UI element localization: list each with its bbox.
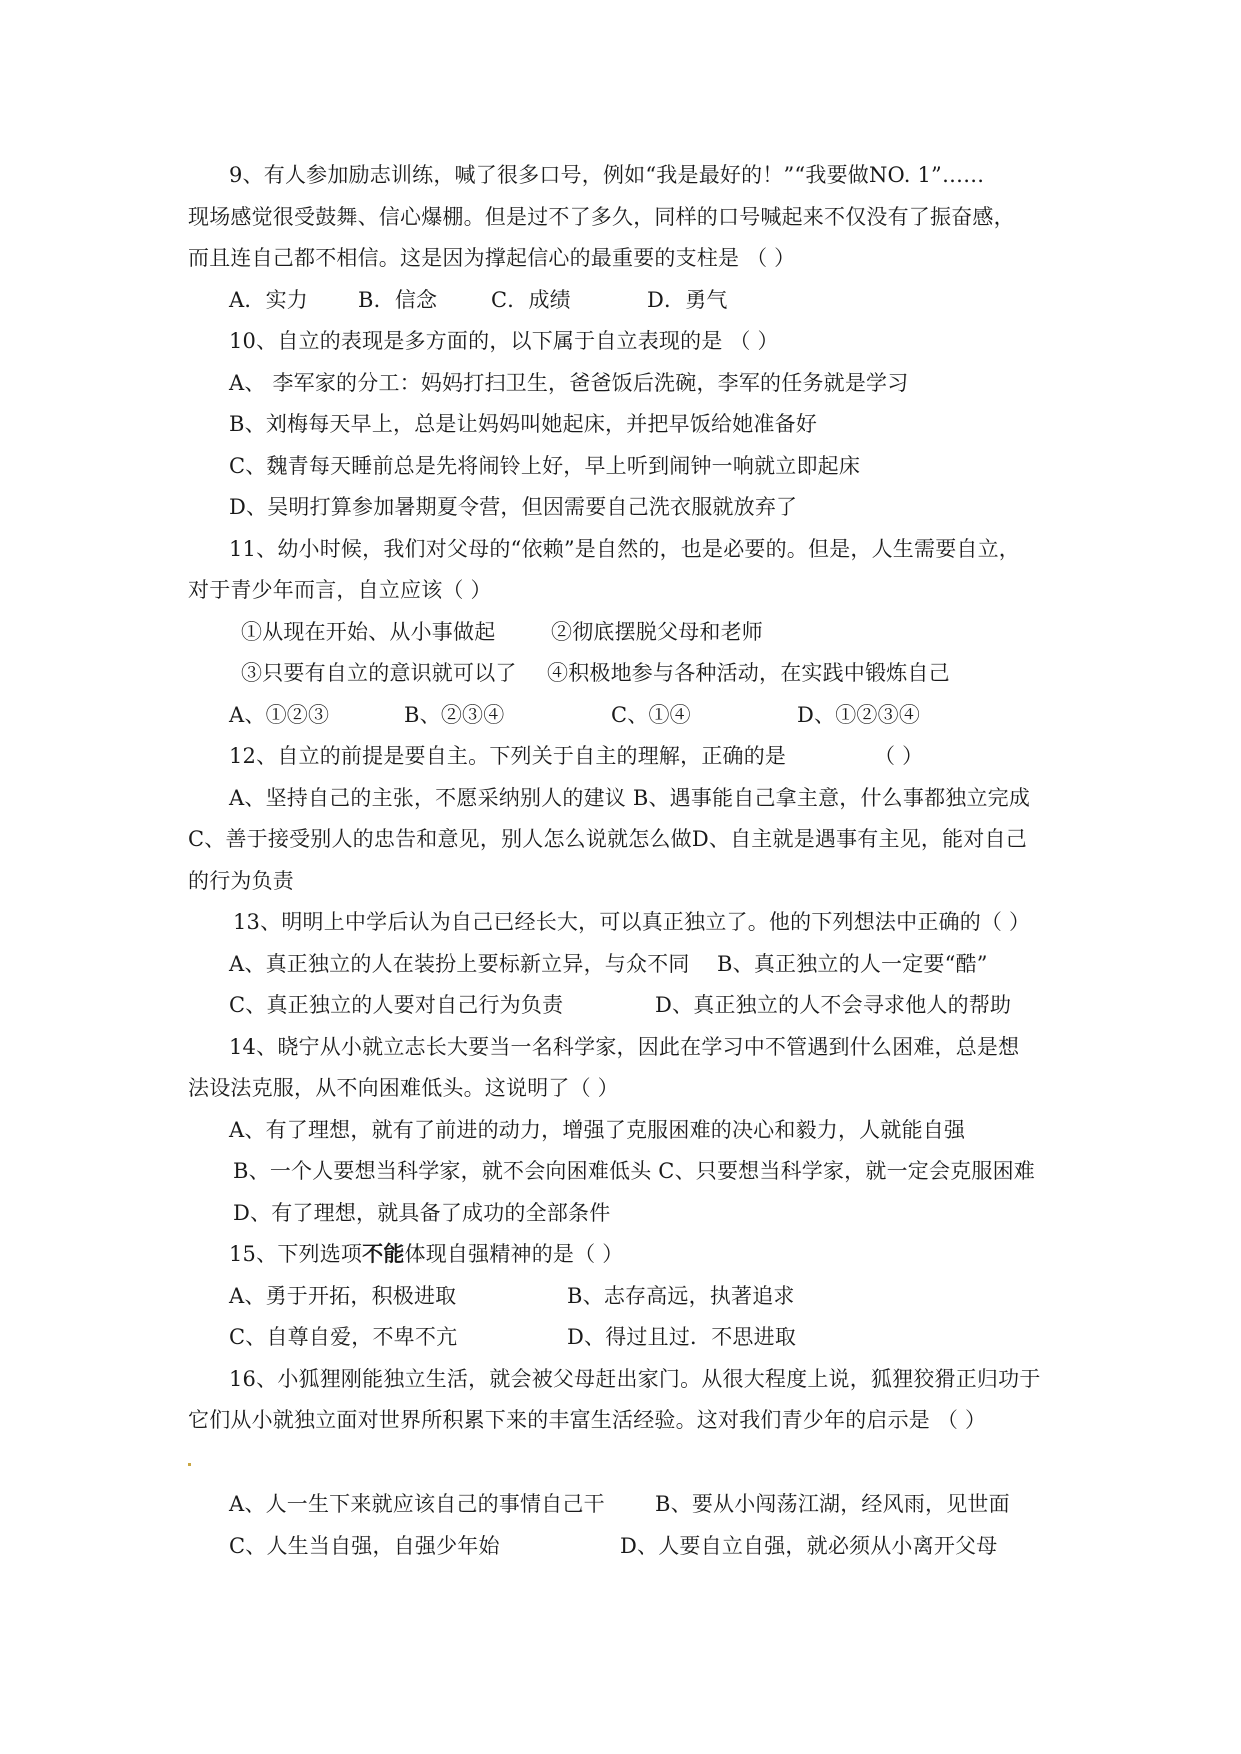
q15-option-d: D、得过且过．不思进取: [567, 1325, 797, 1349]
q16-option-a: A、人一生下来就应该自己的事情自己干: [229, 1492, 605, 1516]
q10-option-c: C、魏青每天睡前总是先将闹铃上好，早上听到闹钟一响就立即起床: [229, 454, 861, 478]
q10-option-d: D、吴明打算参加暑期夏令营，但因需要自己洗衣服就放弃了: [229, 495, 798, 519]
q9-line-1: 9、有人参加励志训练，喊了很多口号，例如“我是最好的！”“我要做NO. 1”……: [229, 163, 985, 187]
q16-option-c: C、人生当自强，自强少年始: [229, 1534, 500, 1558]
q15-stem-post: 体现自强精神的是（ ）: [404, 1242, 624, 1266]
q11-option-b: B、②③④: [404, 703, 505, 727]
q11-item-3: ③只要有自立的意识就可以了: [241, 661, 517, 685]
q12-answer-paren: （ ）: [874, 744, 924, 768]
q15-option-c: C、自尊自爱，不卑不亢: [229, 1325, 458, 1349]
q15-stem-pre: 15、下列选项: [229, 1242, 363, 1266]
q9-option-d: D．勇气: [647, 288, 728, 312]
q15-stem: [229, 1240, 623, 1268]
q12-options-cd: C、善于接受别人的忠告和意见，别人怎么说就怎么做D、自主就是遇事有主见，能对自己: [188, 827, 1027, 851]
q16-line-2: 它们从小就独立面对世界所积累下来的丰富生活经验。这对我们青少年的启示是 （ ）: [188, 1408, 987, 1432]
q14-options-bc: B、一个人要想当科学家，就不会向困难低头 C、只要想当科学家，就一定会克服困难: [233, 1159, 1035, 1183]
stray-mark: [188, 1463, 191, 1466]
q14-option-a: A、有了理想，就有了前进的动力，增强了克服困难的决心和毅力，人就能自强: [229, 1118, 966, 1142]
q16-line-1: 16、小狐狸刚能独立生活，就会被父母赶出家门。从很大程度上说，狐狸狡猾正归功于: [229, 1367, 1041, 1391]
q11-line-1: 11、幼小时候，我们对父母的“依赖”是自然的，也是必要的。但是，人生需要自立，: [229, 537, 1020, 561]
q10-option-b: B、刘梅每天早上，总是让妈妈叫她起床，并把早饭给她准备好: [229, 412, 818, 436]
q15-option-a: A、勇于开拓，积极进取: [229, 1284, 457, 1308]
q9-option-a: A．实力: [229, 288, 308, 312]
q12-options-d-cont: 的行为负责: [188, 869, 294, 893]
q13-option-d: D、真正独立的人不会寻求他人的帮助: [655, 993, 1012, 1017]
q9-option-b: B．信念: [358, 288, 438, 312]
q10-stem: 10、自立的表现是多方面的，以下属于自立表现的是 （ ）: [229, 329, 779, 353]
q11-option-d: D、①②③④: [797, 703, 921, 727]
q13-option-b: B、真正独立的人一定要“酷”: [717, 952, 988, 976]
q11-item-1: ①从现在开始、从小事做起: [241, 620, 496, 644]
q14-line-2: 法设法克服，从不向困难低头。这说明了（ ）: [188, 1076, 619, 1100]
q14-line-1: 14、晓宁从小就立志长大要当一名科学家，因此在学习中不管遇到什么困难，总是想: [229, 1035, 1020, 1059]
q11-option-a: A、①②③: [229, 703, 330, 727]
q11-item-4: ④积极地参与各种活动，在实践中锻炼自己: [547, 661, 950, 685]
q15-option-b: B、志存高远，执著追求: [567, 1284, 795, 1308]
q9-line-2: 现场感觉很受鼓舞、信心爆棚。但是过不了多久，同样的口号喊起来不仅没有了振奋感，: [188, 205, 1015, 229]
q13-stem: 13、明明上中学后认为自己已经长大，可以真正独立了。他的下列想法中正确的（ ）: [233, 910, 1031, 934]
q9-option-c: C．成绩: [491, 288, 571, 312]
q10-option-a: A、 李军家的分工：妈妈打扫卫生，爸爸饭后洗碗，李军的任务就是学习: [229, 371, 909, 395]
q14-option-d: D、有了理想，就具备了成功的全部条件: [233, 1201, 611, 1225]
q12-options-ab: A、坚持自己的主张，不愿采纳别人的建议 B、遇事能自己拿主意，什么事都独立完成: [229, 786, 1031, 810]
q13-option-a: A、真正独立的人在装扮上要标新立异，与众不同: [229, 952, 690, 976]
q16-option-d: D、人要自立自强，就必须从小离开父母: [620, 1534, 998, 1558]
q16-option-b: B、要从小闯荡江湖，经风雨，见世面: [655, 1492, 1010, 1516]
q15-emphasis: 不能: [362, 1242, 405, 1266]
q11-line-2: 对于青少年而言，自立应该（ ）: [188, 578, 492, 602]
q11-option-c: C、①④: [611, 703, 691, 727]
q9-line-3: 而且连自己都不相信。这是因为撑起信心的最重要的支柱是 （ ）: [188, 246, 796, 270]
q11-item-2: ②彻底摆脱父母和老师: [551, 620, 763, 644]
q12-stem: 12、自立的前提是要自主。下列关于自主的理解，正确的是: [229, 744, 787, 768]
q13-option-c: C、真正独立的人要对自己行为负责: [229, 993, 564, 1017]
